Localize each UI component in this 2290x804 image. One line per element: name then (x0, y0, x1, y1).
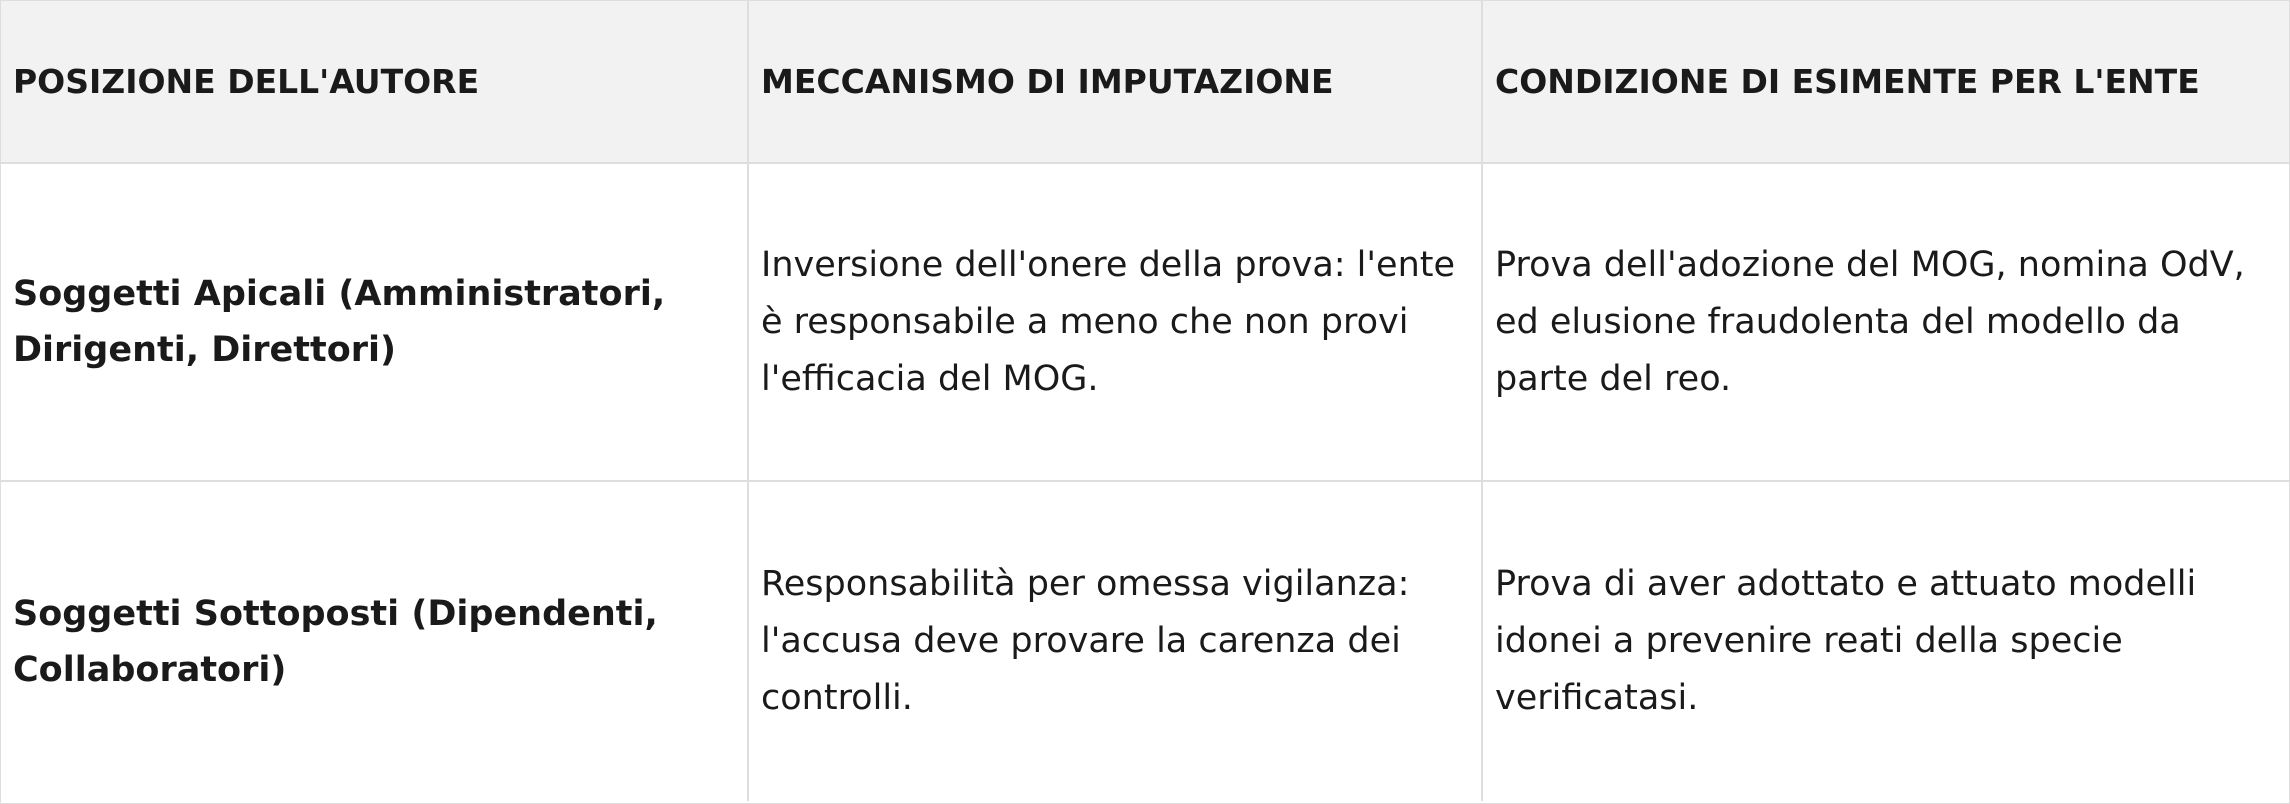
table-cell-position (1, 482, 749, 801)
row-condition-text: Prova di aver adottato e attuato modelli idonei a prevenire reati della specie verificatasi. (1495, 564, 2197, 718)
header-cell-mechanism (749, 1, 1483, 162)
table-cell-condition (1483, 482, 2289, 801)
row-mechanism-text: Responsabilità per omessa vigilanza: l'accusa deve provare la carenza dei controlli. (761, 564, 1410, 718)
table-row (1, 482, 2289, 801)
table-row (1, 164, 2289, 482)
row-mechanism-text: Inversione dell'onere della prova: l'ente è responsabile a meno che non provi l'efficacia del MOG. (761, 244, 1456, 399)
header-cell-position (1, 1, 749, 162)
table-cell-mechanism (749, 482, 1483, 801)
table-header-row (1, 1, 2289, 164)
header-label-position: POSIZIONE DELL'AUTORE (13, 61, 480, 101)
header-label-mechanism: MECCANISMO DI IMPUTAZIONE (761, 61, 1334, 101)
table-cell-position (1, 164, 749, 480)
header-cell-condition (1483, 1, 2289, 162)
row-position-text: Soggetti Sottoposti (Dipendenti, Collaboratori) (13, 593, 658, 690)
table-cell-condition (1483, 164, 2289, 480)
header-label-condition: CONDIZIONE DI ESIMENTE PER L'ENTE (1495, 61, 2200, 101)
table-cell-mechanism (749, 164, 1483, 480)
row-condition-text: Prova dell'adozione del MOG, nomina OdV, ed elusione fraudolenta del modello da parte del reo. (1495, 244, 2245, 399)
row-position-text: Soggetti Apicali (Amministratori, Dirigenti, Direttori) (13, 274, 666, 370)
